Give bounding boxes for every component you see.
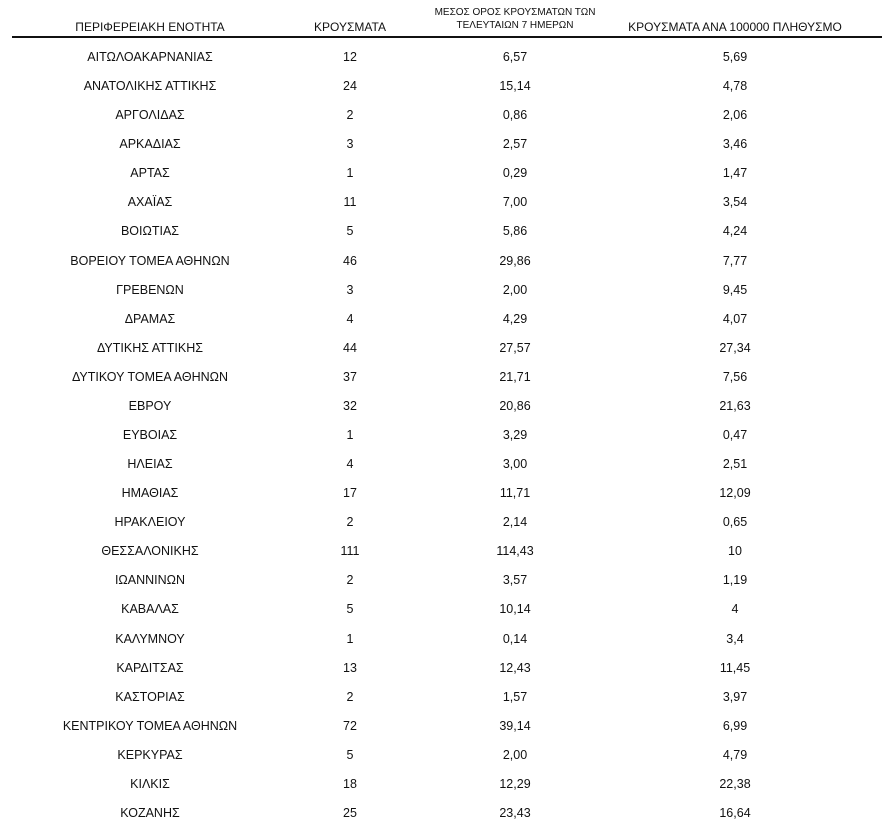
region-cell: ΚΙΛΚΙΣ — [130, 776, 170, 791]
average-cell: 3,00 — [502, 457, 528, 472]
table-row — [0, 449, 882, 478]
per-100k-cell: 1,47 — [722, 166, 748, 181]
average-cell: 2,14 — [502, 515, 528, 530]
cases-cell: 2 — [346, 108, 354, 123]
average-cell: 11,71 — [499, 486, 531, 501]
per-100k-cell: 7,77 — [722, 253, 748, 268]
table-row — [0, 507, 882, 536]
cases-cell: 32 — [343, 398, 357, 413]
average-cell: 39,14 — [499, 718, 531, 733]
average-cell: 12,43 — [499, 660, 531, 675]
table-row — [0, 711, 882, 740]
region-cell: ΑΝΑΤΟΛΙΚΗΣ ΑΤΤΙΚΗΣ — [83, 79, 217, 94]
region-cell: ΕΥΒΟΙΑΣ — [122, 428, 178, 443]
per-100k-cell: 11,45 — [719, 660, 751, 675]
per-100k-cell: 9,45 — [722, 282, 748, 297]
average-cell: 29,86 — [499, 253, 531, 268]
cases-cell: 1 — [346, 166, 354, 181]
cases-cell: 5 — [346, 224, 354, 239]
region-cell: ΚΑΛΥΜΝΟΥ — [115, 631, 185, 646]
per-100k-cell: 5,69 — [722, 50, 748, 64]
per-100k-cell: 2,06 — [722, 108, 748, 123]
table-row — [0, 100, 882, 129]
cases-cell: 44 — [343, 340, 357, 355]
per-100k-cell: 4,78 — [722, 79, 748, 94]
table-row — [0, 333, 882, 362]
average-cell: 7,00 — [502, 195, 528, 210]
cases-cell: 13 — [343, 660, 357, 675]
table-row — [0, 420, 882, 449]
average-cell: 27,57 — [499, 340, 531, 355]
per-100k-cell: 3,54 — [722, 195, 748, 210]
header-7day-average — [420, 6, 610, 32]
per-100k-cell: 0,47 — [722, 428, 748, 443]
per-100k-cell: 21,63 — [719, 398, 751, 413]
per-100k-cell: 16,64 — [719, 806, 751, 821]
table-row — [0, 594, 882, 623]
table-row — [0, 769, 882, 798]
average-cell: 6,57 — [502, 50, 528, 64]
cases-cell: 12 — [343, 50, 357, 64]
region-cell: ΗΡΑΚΛΕΙΟΥ — [114, 515, 186, 530]
per-100k-cell: 22,38 — [719, 776, 751, 791]
per-100k-cell: 7,56 — [722, 369, 748, 384]
average-cell: 3,29 — [502, 428, 528, 443]
per-100k-cell: 1,19 — [722, 573, 748, 588]
table-row — [0, 275, 882, 304]
table-row — [0, 129, 882, 158]
average-cell: 0,14 — [502, 631, 528, 646]
per-100k-cell: 4,07 — [722, 311, 748, 326]
cases-cell: 111 — [340, 544, 360, 559]
cases-cell: 46 — [343, 253, 357, 268]
average-cell: 2,00 — [502, 282, 528, 297]
cases-cell: 2 — [346, 515, 354, 530]
table-row — [0, 624, 882, 653]
per-100k-cell: 4,79 — [722, 747, 748, 762]
region-cell: ΒΟΙΩΤΙΑΣ — [120, 224, 180, 239]
header-cases: ΚΡΟΥΣΜΑΤΑ — [314, 20, 386, 34]
table-body — [0, 42, 882, 827]
table-row — [0, 478, 882, 507]
region-cell: ΑΡΚΑΔΙΑΣ — [119, 137, 181, 152]
region-cell: ΑΡΤΑΣ — [130, 166, 170, 181]
cases-cell: 5 — [346, 602, 354, 617]
region-cell: ΑΧΑΪΑΣ — [127, 195, 173, 210]
header-7day-average-line1: ΜΕΣΟΣ ΟΡΟΣ ΚΡΟΥΣΜΑΤΩΝ ΤΩΝ — [434, 7, 596, 18]
per-100k-cell: 3,46 — [722, 137, 748, 152]
average-cell: 1,57 — [502, 689, 528, 704]
average-cell: 21,71 — [499, 369, 531, 384]
table-row — [0, 565, 882, 594]
cases-cell: 5 — [346, 747, 354, 762]
per-100k-cell: 4,24 — [722, 224, 748, 239]
header-divider — [12, 36, 882, 38]
cases-cell: 37 — [343, 369, 357, 384]
region-cell: ΑΙΤΩΛΟΑΚΑΡΝΑΝΙΑΣ — [87, 50, 213, 64]
table-row — [0, 246, 882, 275]
region-cell: ΗΛΕΙΑΣ — [127, 457, 173, 472]
region-cell: ΑΡΓΟΛΙΔΑΣ — [115, 108, 185, 123]
average-cell: 15,14 — [499, 79, 531, 94]
header-region: ΠΕΡΙΦΕΡΕΙΑΚΗ ΕΝΟΤΗΤΑ — [75, 20, 225, 34]
header-cases-per-100k: ΚΡΟΥΣΜΑΤΑ ΑΝΑ 100000 ΠΛΗΘΥΣΜΟ — [628, 20, 842, 34]
header-7day-average-line2: ΤΕΛΕΥΤΑΙΩΝ 7 ΗΜΕΡΩΝ — [456, 20, 574, 31]
region-cell: ΚΕΝΤΡΙΚΟΥ ΤΟΜΕΑ ΑΘΗΝΩΝ — [62, 718, 238, 733]
region-cell: ΔΥΤΙΚΟΥ ΤΟΜΕΑ ΑΘΗΝΩΝ — [71, 369, 229, 384]
table-row — [0, 798, 882, 827]
per-100k-cell: 10 — [728, 544, 742, 559]
region-cell: ΘΕΣΣΑΛΟΝΙΚΗΣ — [101, 544, 199, 559]
cases-cell: 18 — [343, 776, 357, 791]
average-cell: 20,86 — [499, 398, 531, 413]
cases-cell: 1 — [346, 428, 354, 443]
per-100k-cell: 12,09 — [719, 486, 751, 501]
per-100k-cell: 0,65 — [722, 515, 748, 530]
table-row — [0, 158, 882, 187]
average-cell: 10,14 — [499, 602, 531, 617]
region-cell: ΗΜΑΘΙΑΣ — [121, 486, 179, 501]
region-cell: ΓΡΕΒΕΝΩΝ — [116, 282, 184, 297]
cases-cell: 4 — [346, 457, 354, 472]
cases-cell: 2 — [346, 573, 354, 588]
table-row — [0, 682, 882, 711]
region-cell: ΙΩΑΝΝΙΝΩΝ — [114, 573, 186, 588]
per-100k-cell: 27,34 — [719, 340, 751, 355]
region-cell: ΒΟΡΕΙΟΥ ΤΟΜΕΑ ΑΘΗΝΩΝ — [70, 253, 230, 268]
cases-cell: 3 — [346, 282, 354, 297]
cases-cell: 24 — [343, 79, 357, 94]
average-cell: 3,57 — [502, 573, 528, 588]
average-cell: 2,57 — [502, 137, 528, 152]
average-cell: 23,43 — [499, 806, 531, 821]
average-cell: 4,29 — [502, 311, 528, 326]
region-cell: ΔΥΤΙΚΗΣ ΑΤΤΙΚΗΣ — [97, 340, 203, 355]
table-row — [0, 304, 882, 333]
average-cell: 114,43 — [496, 544, 534, 559]
table-row — [0, 42, 882, 71]
region-cell: ΚΟΖΑΝΗΣ — [120, 806, 180, 821]
region-cell: ΔΡΑΜΑΣ — [124, 311, 176, 326]
per-100k-cell: 2,51 — [722, 457, 748, 472]
region-cell: ΕΒΡΟΥ — [128, 398, 172, 413]
table-row — [0, 740, 882, 769]
region-cell: ΚΑΣΤΟΡΙΑΣ — [115, 689, 185, 704]
table-row — [0, 653, 882, 682]
cases-cell: 2 — [346, 689, 354, 704]
table-row — [0, 391, 882, 420]
cases-cell: 17 — [343, 486, 357, 501]
per-100k-cell: 3,97 — [722, 689, 748, 704]
table-row — [0, 536, 882, 565]
average-cell: 12,29 — [499, 776, 531, 791]
region-cell: ΚΑΡΔΙΤΣΑΣ — [116, 660, 184, 675]
average-cell: 5,86 — [502, 224, 528, 239]
table-header — [0, 0, 882, 37]
cases-cell: 1 — [346, 631, 354, 646]
average-cell: 0,86 — [502, 108, 528, 123]
per-100k-cell: 3,4 — [726, 631, 744, 646]
cases-cell: 3 — [346, 137, 354, 152]
table-row — [0, 362, 882, 391]
table-row — [0, 216, 882, 245]
average-cell: 2,00 — [502, 747, 528, 762]
cases-cell: 72 — [343, 718, 357, 733]
region-cell: ΚΕΡΚΥΡΑΣ — [117, 747, 183, 762]
table-row — [0, 71, 882, 100]
cases-cell: 25 — [343, 806, 357, 821]
per-100k-cell: 4 — [731, 602, 739, 617]
region-cell: ΚΑΒΑΛΑΣ — [121, 602, 179, 617]
average-cell: 0,29 — [502, 166, 528, 181]
cases-cell: 4 — [346, 311, 354, 326]
table-row — [0, 187, 882, 216]
cases-cell: 11 — [343, 195, 357, 210]
per-100k-cell: 6,99 — [722, 718, 748, 733]
